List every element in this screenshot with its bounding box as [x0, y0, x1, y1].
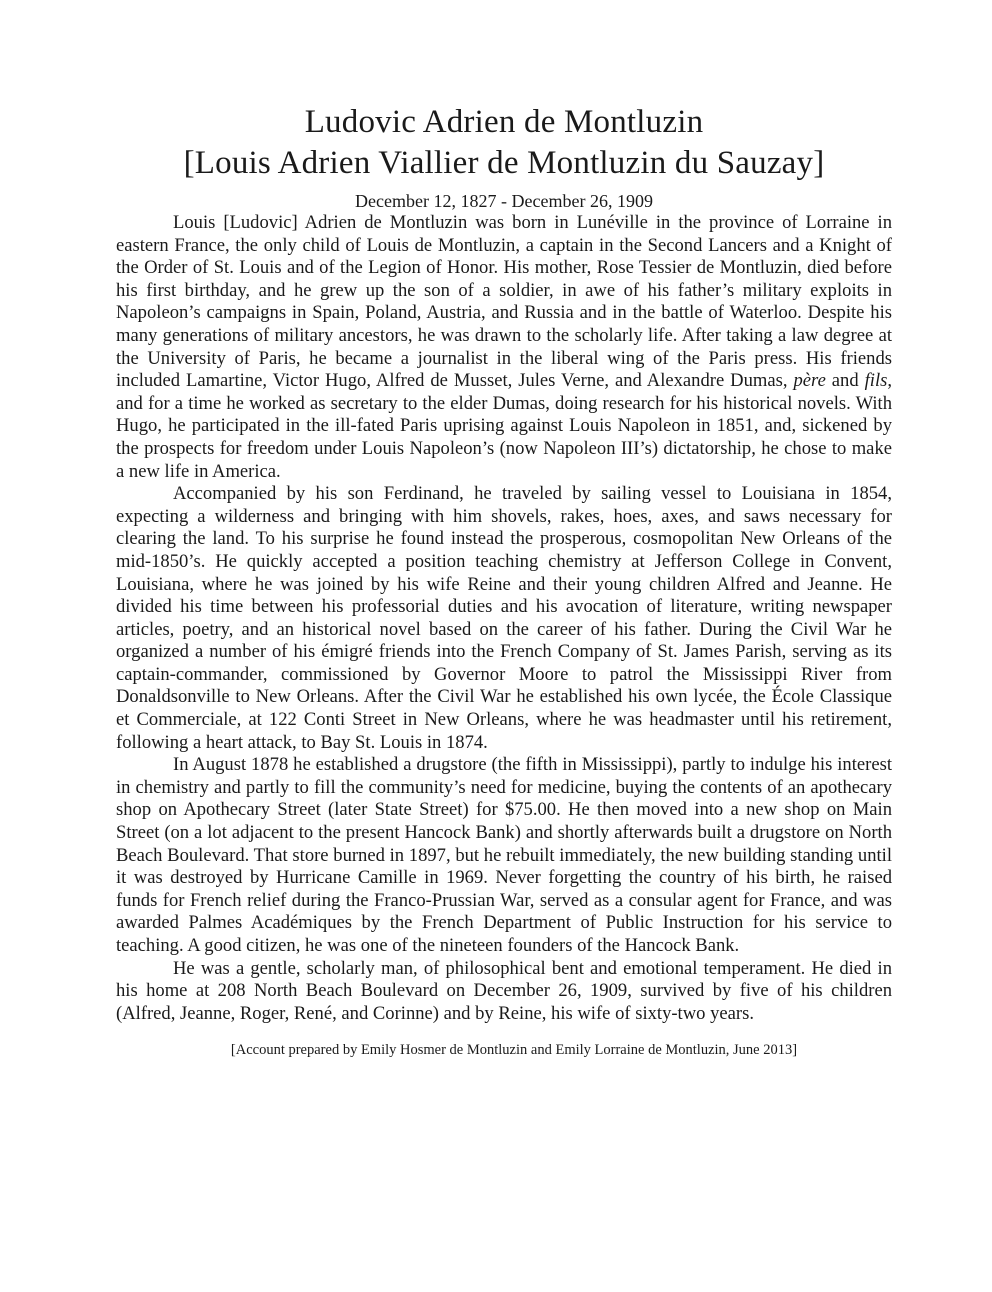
biography-body [116, 212, 892, 1025]
life-dates: December 12, 1827 - December 26, 1909 [355, 191, 653, 211]
paragraph-1-text-a: Louis [Ludovic] Adrien de Montluzin was born in Lunéville in the province of Lorraine in eastern France, the only child of Louis de Montluzin, a captain in the Second Lancers and a Knight of the Order of St. Louis and of the Legion of Honor. His mother, Rose Tessier de Montluzin, died before his first birthday, and he grew up the son of a soldier, in awe of his father’s military exploits in Napoleon’s campaigns in Spain, Poland, Austria, and Russia and in the battle of Waterloo. Despite his many generations of military ancestors, he was drawn to the scholarly life. After taking a law degree at the University of Paris, he became a journalist in the liberal wing of the Paris press. His friends included Lamartine, Victor Hugo, Alfred de Musset, Jules Verne, and Alexandre Dumas, [116, 212, 892, 392]
fils-italic: fils [864, 370, 888, 392]
pere-italic: père [793, 370, 826, 392]
title-line-2: [Louis Adrien Viallier de Montluzin du Sauzay] [183, 145, 825, 181]
account-credit: [Account prepared by Emily Hosmer de Montluzin and Emily Lorraine de Montluzin, June 2013] [230, 1042, 798, 1059]
title-line-1: Ludovic Adrien de Montluzin [304, 104, 704, 140]
paragraph-1 [116, 212, 892, 483]
paragraph-4: He was a gentle, scholarly man, of philosophical bent and emotional temperament. He died in his home at 208 North Beach Boulevard on December 26, 1909, survived by five of his children (Alfred, Jeanne, Roger, René, and Corinne) and by Reine, his wife of sixty-two years. [116, 957, 892, 1024]
paragraph-2: Accompanied by his son Ferdinand, he traveled by sailing vessel to Louisiana in 1854, expecting a wilderness and bringing with him shovels, rakes, hoes, axes, and saws necessary for clearing the land. To his surprise he found instead the prosperous, cosmopolitan New Orleans of the mid-1850’s. He quickly accepted a position teaching chemistry at Jefferson College in Convent, Louisiana, where he was joined by his wife Reine and their young children Alfred and Jeanne. He divided his time between his professorial duties and his avocation of literature, writing newspaper articles, poetry, and an historical novel based on the career of his father. During the Civil War he organized a number of his émigré friends into the French Company of St. James Parish, serving as its captain-commander, commissioned by Governor Moore to patrol the Mississippi River from Donaldsonville to New Orleans. After the Civil War he established his own lycée, the École Classique et Commerciale, at 122 Conti Street in New Orleans, where he was headmaster until his retirement, following a heart attack, to Bay St. Louis in 1874. [116, 483, 892, 753]
paragraph-1-text-b: , and for a time he worked as secretary to the elder Dumas, doing research for his historical novels. With Hugo, he participated in the ill-fated Paris uprising against Louis Napoleon in 1851, and, sickened by the prospects for freedom under Louis Napoleon’s (now Napoleon III’s) dictatorship, he chose to make a new life in America. [116, 370, 892, 482]
paragraph-1-and: and [825, 370, 865, 392]
paragraph-3: In August 1878 he established a drugstore (the fifth in Mississippi), partly to indulge his interest in chemistry and partly to fill the community’s need for medicine, buying the contents of an apothecary shop on Apothecary Street (later State Street) for $75.00. He then moved into a new shop on Main Street (on a lot adjacent to the present Hancock Bank) and shortly afterwards built a drugstore on North Beach Boulevard. That store burned in 1897, but he rebuilt immediately, the new building standing until it was destroyed by Hurricane Camille in 1969. Never forgetting the country of his birth, he raised funds for French relief during the Franco-Prussian War, served as a consular agent for France, and was awarded Palmes Académiques by the French Department of Public Instruction for his service to teaching. A good citizen, he was one of the nineteen founders of the Hancock Bank. [116, 754, 892, 956]
